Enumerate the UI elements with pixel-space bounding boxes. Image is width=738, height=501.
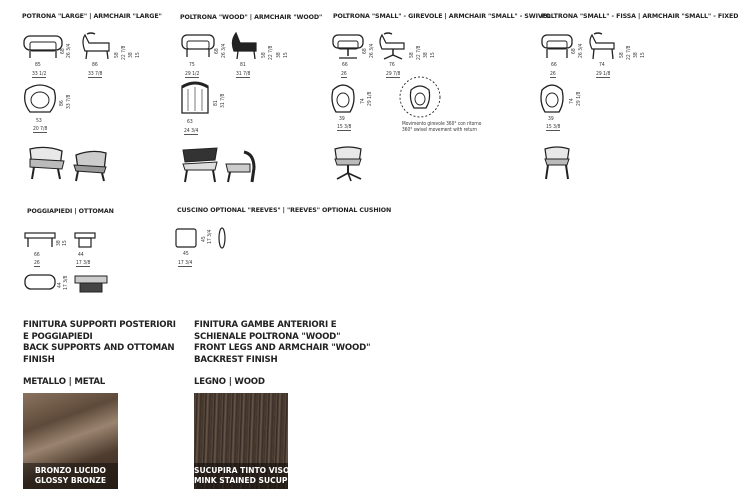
large-depth-side: 86 <box>92 62 98 68</box>
finish-back-material: METALLO | METAL <box>23 377 106 387</box>
swivel-depth-side: 76 <box>389 62 395 68</box>
swivel-note-en: 360° swivel movement with return <box>402 128 477 133</box>
wood-height-2-in: 22 7/8 <box>268 45 274 60</box>
large-width-front: 85 <box>35 62 41 68</box>
finish-back-line-3: BACK SUPPORTS AND OTTOMAN <box>23 343 175 354</box>
fixed-height-2: 58 <box>619 52 625 58</box>
wood-armchair-perspective-1 <box>179 146 221 184</box>
large-height-2: 58 <box>114 52 120 58</box>
fixed-height-3: 38 <box>633 52 639 58</box>
fixed-top-depth-in: 29 1/8 <box>576 91 582 106</box>
swatch-mink-stained-sucupira-label-en: MINK STAINED SUCUPIRA <box>194 476 303 485</box>
ottoman-depth: 44 <box>78 252 84 258</box>
large-height-1-in: 26 3/4 <box>66 43 72 58</box>
swivel-top-width-in: 15 3/8 <box>337 124 352 130</box>
fixed-top-width-in: 15 3/8 <box>546 124 561 130</box>
section-title-ottoman: POGGIAPIEDI | OTTOMAN <box>27 208 114 215</box>
fixed-height-2-in: 22 7/8 <box>626 45 632 60</box>
swivel-top-width: 39 <box>339 116 345 122</box>
finish-back-heading <box>23 320 176 366</box>
ottoman-depth-in: 17 3/8 <box>76 260 91 266</box>
large-depth-side-in: 33 7/8 <box>88 71 103 77</box>
fixed-armchair-perspective <box>541 145 573 181</box>
swatch-mink-stained-sucupira <box>194 393 303 489</box>
section-title-fixed: POLTRONA "SMALL" - FISSA | ARMCHAIR "SMALL" - FIXED <box>541 13 738 20</box>
swivel-depth-side-in: 29 7/8 <box>386 71 401 77</box>
swivel-width-front-in: 26 <box>341 71 347 77</box>
swivel-height-2: 58 <box>409 52 415 58</box>
wood-depth-side: 81 <box>240 62 246 68</box>
wood-height-2: 58 <box>261 52 267 58</box>
wood-armchair-perspective-2 <box>222 150 258 184</box>
ottoman-width: 66 <box>34 252 40 258</box>
wood-height-1-in: 26 3/4 <box>221 43 227 58</box>
fixed-height-1-in: 26 3/4 <box>578 43 584 58</box>
cushion-height: 45 <box>201 236 207 242</box>
large-height-2-in: 22 7/8 <box>121 45 127 60</box>
ottoman-top-depth: 44 <box>57 282 63 288</box>
cushion-height-in: 17 3/4 <box>207 229 213 244</box>
cushion-front-drawing <box>174 227 198 249</box>
large-armchair-top-drawing <box>22 82 58 116</box>
swivel-armchair-front-drawing <box>331 31 365 61</box>
fixed-width-front-in: 26 <box>550 71 556 77</box>
fixed-armchair-top-drawing <box>539 82 565 114</box>
wood-top-width: 63 <box>187 119 193 125</box>
wood-armchair-side-drawing <box>228 31 260 61</box>
fixed-armchair-front-drawing <box>540 31 574 61</box>
cushion-side-drawing <box>218 227 226 249</box>
fixed-height-1: 68 <box>571 48 577 54</box>
finish-back-line-4: FINISH <box>23 354 55 365</box>
finish-back-line-1: FINITURA SUPPORTI POSTERIORI <box>23 320 176 330</box>
swivel-height-1: 68 <box>362 48 368 54</box>
swivel-armchair-perspective <box>331 145 365 183</box>
fixed-top-depth: 74 <box>569 98 575 104</box>
large-top-width-in: 20 7/8 <box>33 126 48 132</box>
swivel-height-1-in: 26 3/4 <box>369 43 375 58</box>
swatch-glossy-bronze-label <box>23 466 118 486</box>
fixed-depth-side: 74 <box>599 62 605 68</box>
fixed-width-front: 66 <box>551 62 557 68</box>
ottoman-width-in: 26 <box>34 260 40 266</box>
section-title-cushion: CUSCINO OPTIONAL "REEVES" | "REEVES" OPTIONAL CUSHION <box>177 207 392 214</box>
cushion-width: 45 <box>183 251 189 257</box>
swivel-top-depth: 74 <box>360 98 366 104</box>
large-top-width: 53 <box>36 118 42 124</box>
large-armchair-front-drawing <box>22 32 64 60</box>
finish-legs-material: LEGNO | WOOD <box>194 377 265 387</box>
large-width-front-in: 33 1/2 <box>32 71 47 77</box>
ottoman-height: 38 <box>56 240 62 246</box>
wood-top-depth: 81 <box>213 100 219 106</box>
fixed-armchair-side-drawing <box>586 31 618 61</box>
fixed-height-3-in: 15 <box>640 52 646 58</box>
section-title-wood: POLTRONA "WOOD" | ARMCHAIR "WOOD" <box>180 14 323 21</box>
wood-height-3-in: 15 <box>283 52 289 58</box>
wood-armchair-top-drawing <box>178 81 212 117</box>
fixed-depth-side-in: 29 1/8 <box>596 71 611 77</box>
finish-legs-line-1: FINITURA GAMBE ANTERIORI E <box>194 320 337 330</box>
swivel-note-it: Movimento girevole 360° con ritorno <box>402 122 482 127</box>
wood-width-front: 75 <box>189 62 195 68</box>
large-armchair-perspective-2 <box>70 149 112 183</box>
ottoman-top-drawing <box>24 274 56 290</box>
ottoman-perspective <box>74 274 108 294</box>
wood-depth-side-in: 31 7/8 <box>236 71 251 77</box>
wood-height-1: 68 <box>214 48 220 54</box>
section-title-swivel: POLTRONA "SMALL" - GIREVOLE | ARMCHAIR "SMALL" - SWIVEL <box>333 13 551 20</box>
ottoman-top-depth-in: 17 3/8 <box>63 275 69 290</box>
swatch-glossy-bronze <box>23 393 118 489</box>
swivel-height-2-in: 22 7/8 <box>416 45 422 60</box>
wood-top-depth-in: 31 7/8 <box>220 93 226 108</box>
large-top-depth-in: 33 7/8 <box>66 94 72 109</box>
ottoman-front-drawing <box>24 232 56 248</box>
wood-width-front-in: 29 1/2 <box>185 71 200 77</box>
large-armchair-side-drawing <box>79 31 115 61</box>
section-title-large: POTRONA "LARGE" | ARMCHAIR "LARGE" <box>22 13 162 20</box>
wood-armchair-front-drawing <box>180 31 216 59</box>
cushion-width-in: 17 3/4 <box>178 260 193 266</box>
finish-legs-line-4: BACKREST FINISH <box>194 354 278 365</box>
swivel-rotation-diagram <box>398 74 442 120</box>
large-height-3: 38 <box>128 52 134 58</box>
ottoman-side-drawing <box>74 232 96 248</box>
swivel-armchair-side-drawing <box>376 31 408 61</box>
finish-legs-heading <box>194 320 370 366</box>
finish-back-line-2: E POGGIAPIEDI <box>23 331 93 342</box>
finish-legs-line-2: SCHIENALE POLTRONA "WOOD" <box>194 331 341 342</box>
swivel-armchair-top-drawing <box>330 82 356 114</box>
swivel-height-3-in: 15 <box>430 52 436 58</box>
wood-height-3: 38 <box>276 52 282 58</box>
swivel-height-3: 38 <box>423 52 429 58</box>
ottoman-height-in: 15 <box>62 240 68 246</box>
swatch-glossy-bronze-label-en: GLOSSY BRONZE <box>34 476 107 485</box>
swivel-top-depth-in: 29 1/8 <box>367 91 373 106</box>
swatch-mink-stained-sucupira-label <box>194 466 303 486</box>
large-height-3-in: 15 <box>135 52 141 58</box>
finish-legs-line-3: FRONT LEGS AND ARMCHAIR "WOOD" <box>194 343 371 354</box>
large-height-1: 68 <box>60 48 66 54</box>
swatch-mink-stained-sucupira-label-it: SUCUPIRA TINTO VISONE <box>194 466 301 475</box>
swivel-width-front: 66 <box>342 62 348 68</box>
swatch-glossy-bronze-label-it: BRONZO LUCIDO <box>35 466 106 475</box>
large-top-depth: 86 <box>59 100 65 106</box>
wood-top-width-in: 24 3/4 <box>184 128 199 134</box>
large-armchair-perspective-1 <box>24 145 68 181</box>
fixed-top-width: 39 <box>548 116 554 122</box>
